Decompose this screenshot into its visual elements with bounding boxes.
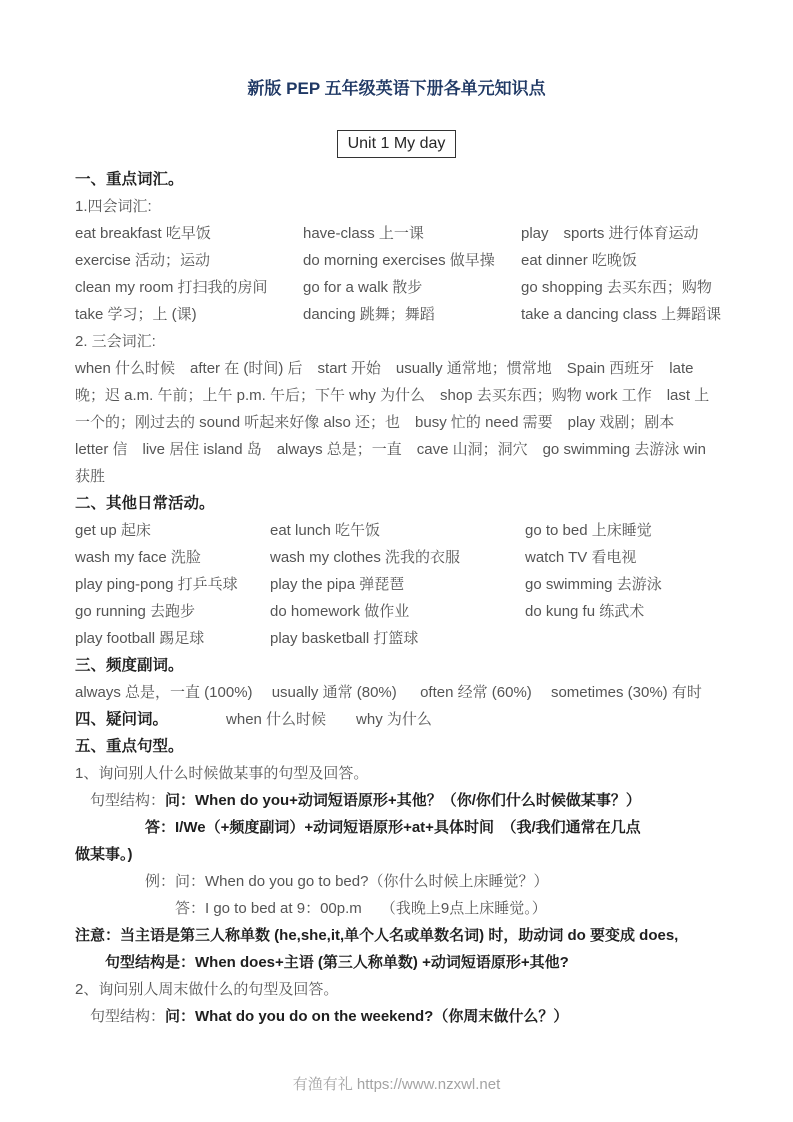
activity-item: go swimming 去游泳 <box>525 576 662 593</box>
sentence-item1-answer: 答：I/We（+频度副词）+动词短语原形+at+具体时间 （我/我们通常在几点 <box>145 819 641 836</box>
vocab-item: go for a walk 散步 <box>303 279 423 296</box>
four-skill-vocab-table <box>75 220 722 328</box>
vocab-item: eat dinner 吃晚饭 <box>521 252 637 269</box>
vocab-item: play sports 进行体育运动 <box>521 225 699 242</box>
activity-item: play ping-pong 打乒乓球 <box>75 576 238 593</box>
vocab-item: take 学习；上 (课) <box>75 306 197 323</box>
activity-item <box>525 625 718 652</box>
heading-key-sentences: 五、重点句型。 <box>75 738 184 755</box>
activity-item: wash my face 洗脸 <box>75 549 201 566</box>
activity-item: play the pipa 弹琵琶 <box>270 576 405 593</box>
footer-watermark: 有渔有礼 https://www.nzxwl.net <box>292 1076 501 1093</box>
activity-item: do kung fu 练武术 <box>525 603 645 620</box>
activity-item: play football 踢足球 <box>75 630 205 647</box>
sentence-item1-structure <box>75 787 718 814</box>
daily-activities-table <box>75 517 718 652</box>
activity-item: do homework 做作业 <box>270 603 410 620</box>
subheading-four-skill-vocab: 1.四会词汇: <box>75 198 152 215</box>
heading-frequency-adverbs: 三、频度副词。 <box>75 657 184 674</box>
frequency-adverbs-paragraph: always 总是，一直 (100%) usually 通常 (80%) often 经常 (60%) sometimes (30%) 有时 <box>75 684 702 701</box>
heading-daily-activities: 二、其他日常活动。 <box>75 495 215 512</box>
structure-question: 问：What do you do on the weekend?（你周末做什么？） <box>165 1008 569 1025</box>
sentence-item1-note-line1: 注意：当主语是第三人称单数 (he,she,it,单个人名或单数名词) 时，助动词 do 要变成 does, <box>75 927 679 944</box>
activity-item: play basketball 打篮球 <box>270 630 419 647</box>
activity-item: eat lunch 吃午饭 <box>270 522 381 539</box>
sentence-item1-intro: 1、询问别人什么时候做某事的句型及回答。 <box>75 765 369 782</box>
activity-item: go running 去跑步 <box>75 603 196 620</box>
heading-key-vocabulary: 一、重点词汇。 <box>75 171 184 188</box>
three-skill-vocab-paragraph: when 什么时候 after 在 (时间) 后 start 开始 usually 通常地；惯常地 Spain 西班牙 late 晚；迟 a.m. 午前；上午 p.m. 午后；下午 why 为什么 shop 去买东西；购物 work 工作 last 上一个的；刚过去的 sound 听起来好像 also 还；也 busy 忙的 need 需要 play 戏剧；剧本 letter 信 live 居住 island 岛 always 总是；一直 cave 山洞；洞穴 go swimming 去游泳 win 获胜 <box>75 360 711 485</box>
unit-title-box: Unit 1 My day <box>337 130 457 158</box>
sentence-item2-intro: 2、询问别人周末做什么的句型及回答。 <box>75 981 339 998</box>
vocab-item: exercise 活动；运动 <box>75 252 211 269</box>
vocab-item: clean my room 打扫我的房间 <box>75 279 268 296</box>
vocab-item: take a dancing class 上舞蹈课 <box>521 306 722 323</box>
vocab-item: dancing 跳舞；舞蹈 <box>303 306 435 323</box>
vocab-item: go shopping 去买东西；购物 <box>521 279 712 296</box>
vocab-item: have-class 上一课 <box>303 225 424 242</box>
vocab-item: eat breakfast 吃早饭 <box>75 225 211 242</box>
subheading-three-skill-vocab: 2. 三会词汇: <box>75 333 156 350</box>
sentence-item1-answer-cont: 做某事。) <box>75 846 133 863</box>
activity-item: watch TV 看电视 <box>525 549 637 566</box>
heading-question-words: 四、疑问词。 <box>75 711 169 728</box>
vocab-item: do morning exercises 做早操 <box>303 252 495 269</box>
activity-item: go to bed 上床睡觉 <box>525 522 652 539</box>
structure-question: 问：When do you+动词短语原形+其他？（你/你们什么时候做某事？） <box>165 792 641 809</box>
sentence-item1-example-question: 例：问：When do you go to bed?（你什么时候上床睡觉？） <box>145 873 549 890</box>
structure-label: 句型结构： <box>90 1008 166 1025</box>
page-title: 新版 PEP 五年级英语下册各单元知识点 <box>247 79 546 98</box>
question-words-row <box>75 706 718 733</box>
sentence-item2-structure <box>75 1003 718 1030</box>
activity-item: get up 起床 <box>75 522 151 539</box>
unit-title-wrap <box>75 130 718 158</box>
sentence-item1-example-answer: 答：I go to bed at 9：00p.m （我晚上9点上床睡觉。） <box>175 900 547 917</box>
question-words-items: when 什么时候 why 为什么 <box>226 711 432 728</box>
structure-label: 句型结构： <box>90 792 166 809</box>
activity-item: wash my clothes 洗我的衣服 <box>270 549 461 566</box>
sentence-item1-note-line2: 句型结构是：When does+主语 (第三人称单数) +动词短语原形+其他? <box>105 954 569 971</box>
